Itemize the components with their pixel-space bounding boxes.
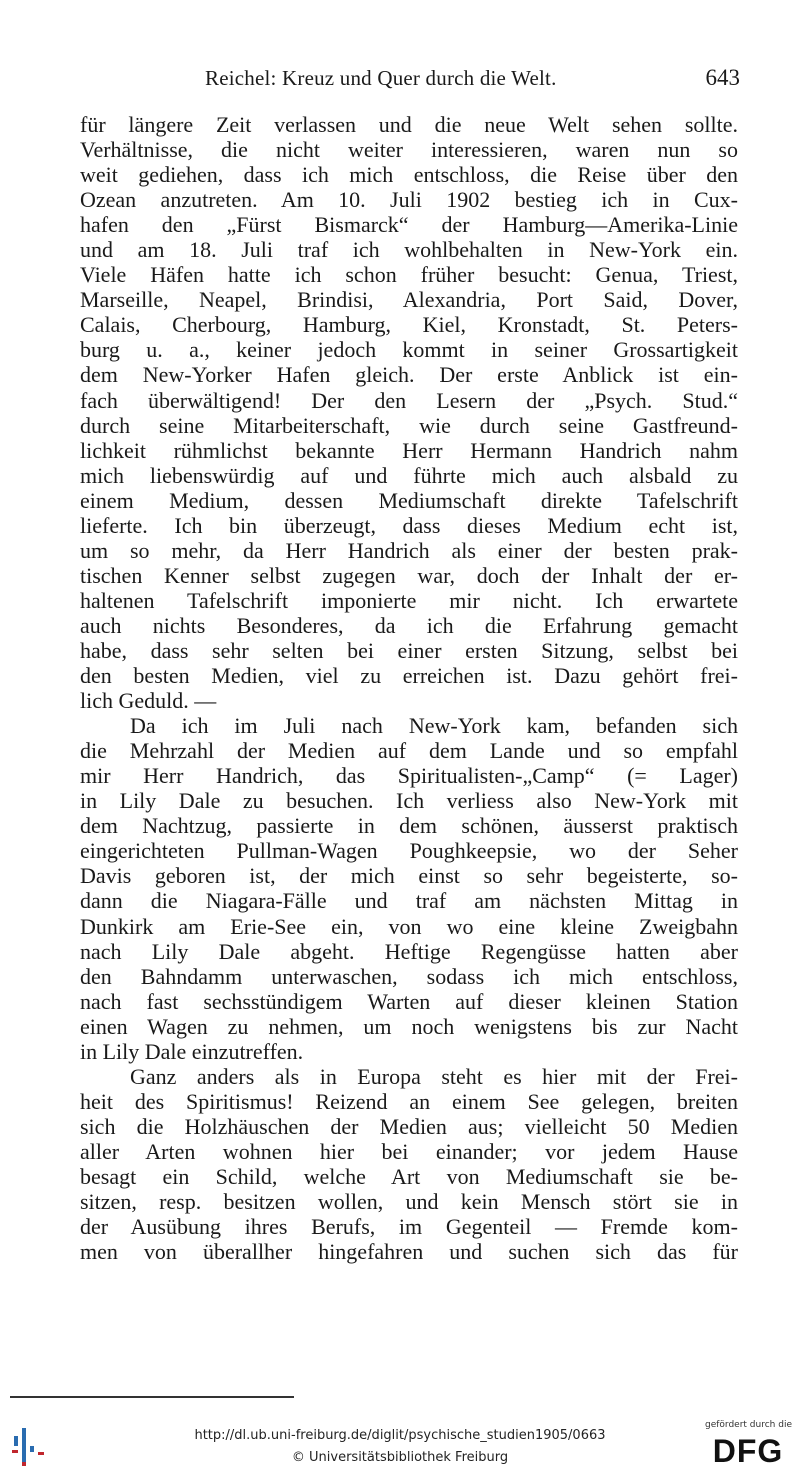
page-number: 643: [705, 65, 740, 90]
text-line: Viele Häfen hatte ich schon früher besucht: Genua, Triest,: [80, 262, 738, 288]
footnote-rule: [10, 1396, 294, 1398]
footer-bar: [0, 1414, 800, 1472]
text-line: auch nichts Besonderes, da ich die Erfahrung gemacht: [80, 612, 738, 638]
text-line: eingerichteten Pullman-Wagen Poughkeepsie, wo der Seher: [80, 838, 738, 864]
text-line: mich liebenswürdig auf und führte mich auch alsbald zu: [80, 462, 738, 488]
text-line: dem Nachtzug, passierte in dem schönen, äusserst praktisch: [80, 813, 738, 839]
dfg-logo-icon: [706, 1432, 790, 1468]
text-line: weit gediehen, dass ich mich entschloss, die Reise über den: [80, 162, 738, 188]
text-line: dem New-Yorker Hafen gleich. Der erste Anblick ist ein-: [80, 362, 738, 388]
dfg-block: [706, 1420, 792, 1470]
text-line: den Bahndamm unterwaschen, sodass ich mich entschloss,: [80, 963, 738, 989]
text-line: besagt ein Schild, welche Art von Mediumschaft sie be-: [80, 1163, 738, 1189]
text-line: nach fast sechsstündigem Warten auf dieser kleinen Station: [80, 988, 738, 1014]
text-line: sitzen, resp. besitzen wollen, und kein Mensch stört sie in: [80, 1189, 738, 1215]
text-line: Marseille, Neapel, Brindisi, Alexandria, Port Said, Dover,: [80, 287, 738, 313]
text-line: um so mehr, da Herr Handrich als einer der besten prak-: [80, 537, 738, 563]
text-line: aller Arten wohnen hier bei einander; vor jedem Hause: [80, 1138, 738, 1164]
text-line: haltenen Tafelschrift imponierte mir nicht. Ich erwartete: [80, 587, 738, 613]
text-line: durch seine Mitarbeiterschaft, wie durch seine Gastfreund-: [80, 412, 738, 438]
text-line: den besten Medien, viel zu erreichen ist. Dazu gehört frei-: [80, 663, 738, 689]
text-line: Ozean anzutreten. Am 10. Juli 1902 bestieg ich in Cux-: [80, 187, 738, 213]
text-line: lich Geduld. —: [80, 688, 217, 714]
text-line: einem Medium, dessen Mediumschaft direkte Tafelschrift: [80, 487, 738, 513]
text-line: der Ausübung ihres Berufs, im Gegenteil — Fremde kom-: [80, 1214, 738, 1240]
text-line: für längere Zeit verlassen und die neue Welt sehen sollte.: [80, 112, 738, 137]
text-line: lichkeit rühmlichst bekannte Herr Hermann Handrich nahm: [80, 437, 738, 463]
text-line: Davis geboren ist, der mich einst so sehr begeisterte, so-: [80, 863, 738, 889]
text-line: nach Lily Dale abgeht. Heftige Regengüsse hatten aber: [80, 938, 738, 964]
text-line: men von überallher hingefahren und suchen sich das für: [80, 1239, 738, 1265]
dfg-caption: gefördert durch die: [705, 1420, 792, 1430]
text-line: dann die Niagara-Fälle und traf am nächsten Mittag in: [80, 888, 738, 914]
dfg-logo-text: DFG: [712, 1433, 784, 1468]
text-line: die Mehrzahl der Medien auf dem Lande und so empfahl: [80, 738, 738, 764]
text-line: habe, dass sehr selten bei einer ersten Sitzung, selbst bei: [80, 637, 738, 663]
text-line: sich die Holzhäuschen der Medien aus; vielleicht 50 Medien: [80, 1113, 738, 1139]
text-line: Verhältnisse, die nicht weiter interessieren, waren nun so: [80, 137, 738, 163]
text-line: burg u. a., keiner jedoch kommt in seiner Grossartigkeit: [80, 337, 738, 363]
text-line: und am 18. Juli traf ich wohlbehalten in New-York ein.: [80, 237, 738, 263]
text-line: Calais, Cherbourg, Hamburg, Kiel, Kronstadt, St. Peters-: [80, 312, 738, 338]
text-line: hafen den „Fürst Bismarck“ der Hamburg—Amerika-Linie: [80, 212, 738, 238]
text-line: einen Wagen zu nehmen, um noch wenigstens bis zur Nacht: [80, 1013, 738, 1039]
source-url[interactable]: http://dl.ub.uni-freiburg.de/diglit/psychische_studien1905/0663: [194, 1428, 606, 1443]
text-line: in Lily Dale zu besuchen. Ich verliess also New-York mit: [80, 788, 738, 814]
copyright-notice: © Universitätsbibliothek Freiburg: [291, 1450, 509, 1465]
text-line: heit des Spiritismus! Reizend an einem See gelegen, breiten: [80, 1088, 738, 1114]
text-line: Dunkirk am Erie-See ein, von wo eine kleine Zweigbahn: [80, 913, 738, 939]
text-line: in Lily Dale einzutreffen.: [80, 1038, 304, 1064]
text-line: fach überwältigend! Der den Lesern der „Psych. Stud.“: [80, 387, 738, 413]
text-line: lieferte. Ich bin überzeugt, dass dieses Medium echt ist,: [80, 512, 738, 538]
text-line: tischen Kenner selbst zugegen war, doch der Inhalt der er-: [80, 562, 738, 588]
text-line: Ganz anders als in Europa steht es hier mit der Frei-: [130, 1063, 738, 1089]
body-text: [80, 112, 738, 1264]
text-line: Da ich im Juli nach New-York kam, befanden sich: [130, 713, 738, 739]
text-line: mir Herr Handrich, das Spiritualisten-„Camp“ (= Lager): [80, 763, 738, 789]
running-title: Reichel: Kreuz und Quer durch die Welt.: [205, 66, 557, 90]
running-head: [80, 60, 740, 100]
